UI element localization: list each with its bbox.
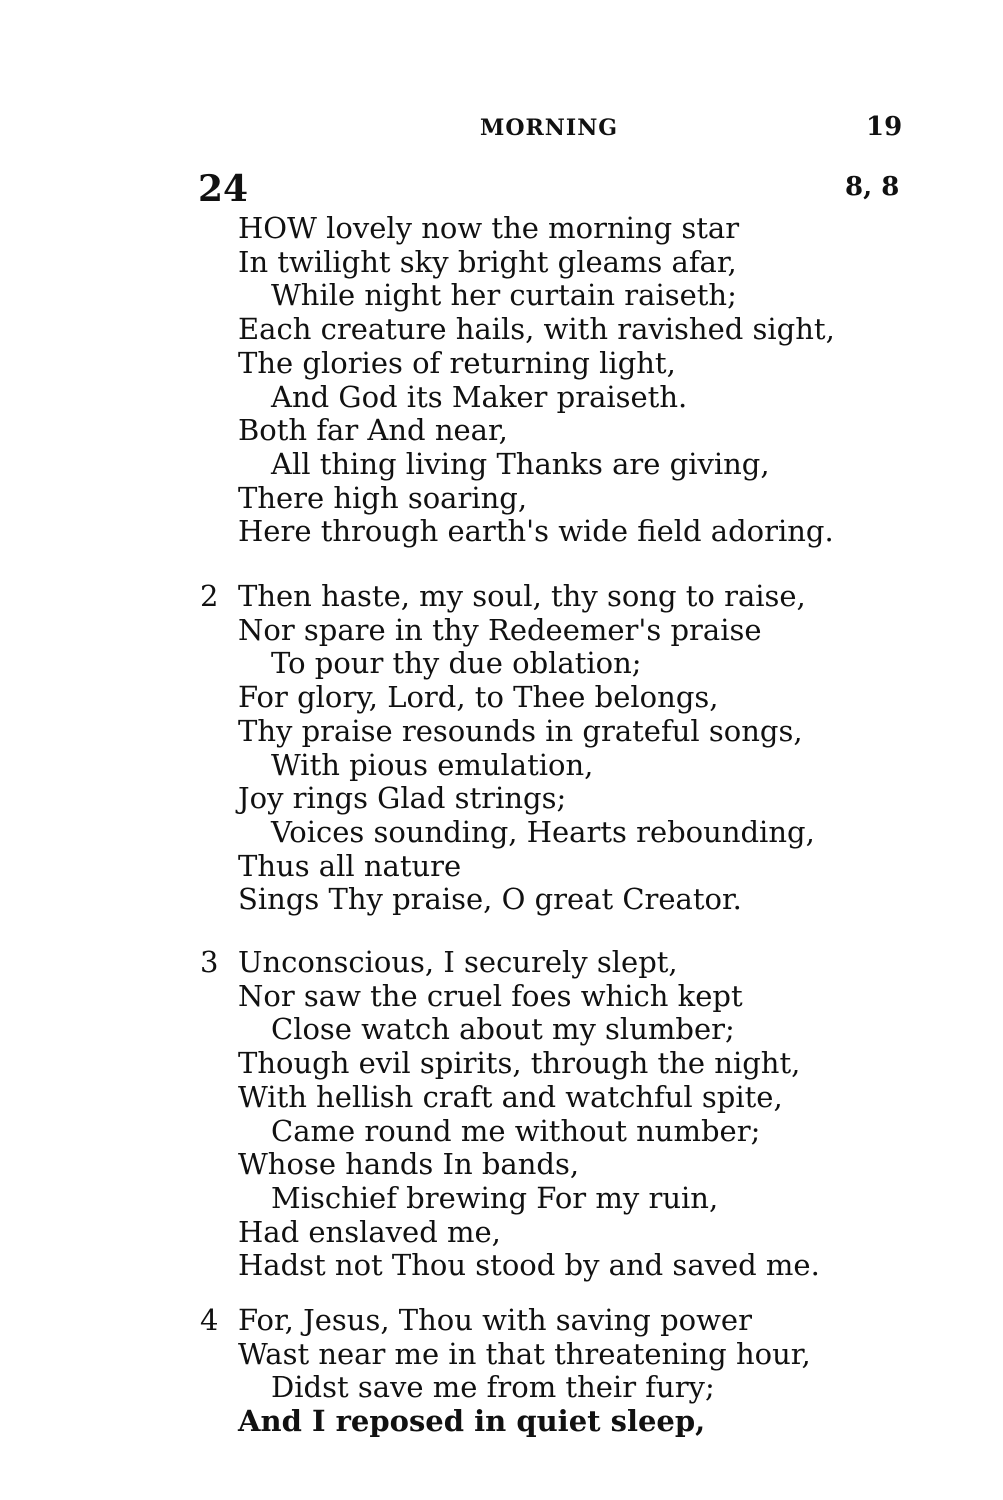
verse-line: To pour thy due oblation; <box>271 646 642 681</box>
verse-line: Hadst not Thou stood by and saved me. <box>238 1248 820 1283</box>
stanza-number: 4 <box>200 1303 219 1337</box>
verse-line: All thing living Thanks are giving, <box>271 446 770 481</box>
verse-line: Had enslaved me, <box>238 1214 501 1249</box>
verse-line: Sings Thy praise, O great Creator. <box>238 882 742 917</box>
verse-line: With pious emulation, <box>271 747 594 782</box>
verse-line: Nor saw the cruel foes which kept <box>238 978 743 1013</box>
verse-line: In twilight sky bright gleams afar, <box>238 244 737 279</box>
verse-line: And God its Maker praiseth. <box>271 379 688 414</box>
verse-line: Unconscious, I securely slept, <box>238 945 678 979</box>
verse-line: With hellish craft and watchful spite, <box>238 1079 783 1114</box>
verse-line: While night her curtain raiseth; <box>271 278 737 313</box>
verse-line: Thy praise resounds in grateful songs, <box>238 713 803 748</box>
page-number: 19 <box>866 112 903 142</box>
verse-line: Nor spare in thy Redeemer's praise <box>238 612 762 647</box>
verse-line: Joy rings Glad strings; <box>238 781 567 816</box>
verse-line: Though evil spirits, through the night, <box>238 1046 801 1081</box>
verse-line: Mischief brewing For my ruin, <box>271 1180 719 1215</box>
stanza-lines <box>238 580 815 917</box>
verse-line: The glories of returning light, <box>238 345 676 380</box>
verse-line: Thus all nature <box>238 848 462 883</box>
verse-line: Close watch about my slumber; <box>271 1012 735 1047</box>
verse-line: Wast near me in that threatening hour, <box>238 1336 811 1371</box>
verse-line: For glory, Lord, to Thee belongs, <box>238 680 719 715</box>
verse-line: There high soaring, <box>238 480 528 515</box>
verse-line: For, Jesus, Thou with saving power <box>238 1303 752 1337</box>
verse-line: Came round me without number; <box>271 1113 761 1148</box>
verse-line: Each creature hails, with ravished sight, <box>238 312 835 347</box>
verse-line: Here through earth's wide field adoring. <box>238 514 834 549</box>
running-header-title: MORNING <box>480 115 619 141</box>
verse-line: Whose hands In bands, <box>238 1147 580 1182</box>
stanza-lines <box>238 946 820 1283</box>
stanza-number: 2 <box>200 579 219 613</box>
stanza-number: 3 <box>200 945 219 979</box>
stanza-lines <box>238 212 835 549</box>
hymn-number: 24 <box>198 168 249 210</box>
verse-line: HOW lovely now the morning star <box>238 211 740 245</box>
verse-line: Voices sounding, Hearts rebounding, <box>271 814 815 849</box>
verse-line: And I reposed in quiet sleep, <box>238 1404 706 1439</box>
verse-line: Then haste, my soul, thy song to raise, <box>238 579 806 613</box>
hymn-meter: 8, 8 <box>845 172 900 202</box>
verse-line: Didst save me from their fury; <box>271 1370 715 1405</box>
verse-line: Both far And near, <box>238 413 508 448</box>
stanza-lines <box>238 1304 811 1439</box>
